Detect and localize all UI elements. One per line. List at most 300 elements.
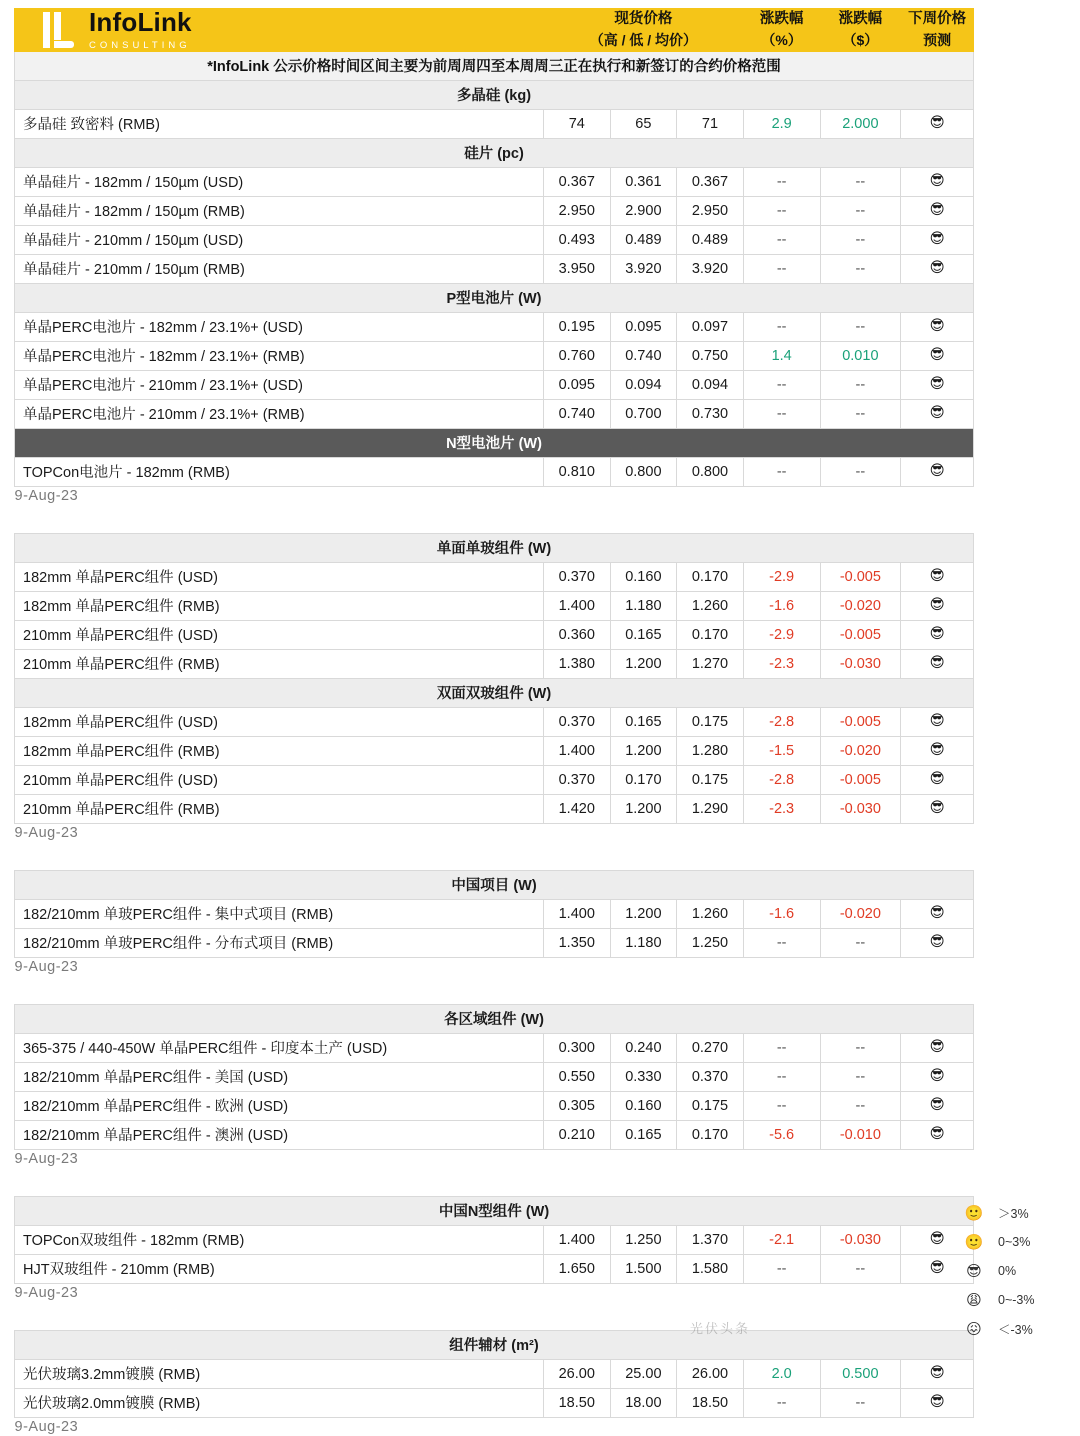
change-percent: -2.9 — [743, 562, 820, 591]
table-row — [15, 794, 974, 823]
change-value: -0.010 — [820, 1120, 901, 1149]
change-value: 0.010 — [820, 341, 901, 370]
section-title: 硅片 (pc) — [15, 138, 974, 167]
price-avg: 0.094 — [677, 370, 744, 399]
price-avg: 0.170 — [677, 562, 744, 591]
table-row — [15, 1062, 974, 1091]
price-high: 1.400 — [543, 899, 610, 928]
price-high: 1.380 — [543, 649, 610, 678]
date-stamp: 9-Aug-23 — [14, 1150, 79, 1167]
change-value: -- — [820, 196, 901, 225]
price-avg: 0.175 — [677, 707, 744, 736]
row-label: 单晶硅片 - 182mm / 150µm (USD) — [15, 167, 544, 196]
forecast-face-icon: 😎 — [901, 1225, 974, 1254]
section-title: 多晶硅 (kg) — [15, 80, 974, 109]
price-avg: 1.370 — [677, 1225, 744, 1254]
price-high: 0.195 — [543, 312, 610, 341]
row-label: 365-375 / 440-450W 单晶PERC组件 - 印度本土产 (USD) — [15, 1033, 544, 1062]
row-label: 多晶硅 致密料 (RMB) — [15, 109, 544, 138]
table-row — [15, 899, 974, 928]
forecast-face-icon: 😎 — [901, 225, 974, 254]
change-percent: -- — [743, 457, 820, 486]
section-header-row — [15, 870, 974, 899]
spacer-row — [15, 505, 974, 534]
price-avg: 1.260 — [677, 591, 744, 620]
price-avg: 71 — [677, 109, 744, 138]
price-low: 0.165 — [610, 707, 677, 736]
forecast-face-icon: 😎 — [901, 707, 974, 736]
change-percent: -1.6 — [743, 591, 820, 620]
row-label: 单晶硅片 - 210mm / 150µm (RMB) — [15, 254, 544, 283]
change-percent: -1.5 — [743, 736, 820, 765]
price-avg: 0.800 — [677, 457, 744, 486]
spacer — [15, 842, 974, 871]
price-avg: 26.00 — [677, 1359, 744, 1388]
price-avg: 1.290 — [677, 794, 744, 823]
change-percent: -- — [743, 312, 820, 341]
price-low: 18.00 — [610, 1388, 677, 1417]
forecast-face-icon: 😎 — [901, 341, 974, 370]
spacer — [15, 505, 974, 534]
header-spot-price-line1: 现货价格 — [614, 11, 673, 28]
change-percent: 2.9 — [743, 109, 820, 138]
change-value: 0.500 — [820, 1359, 901, 1388]
change-value: -- — [820, 370, 901, 399]
price-avg: 18.50 — [677, 1388, 744, 1417]
price-low: 1.200 — [610, 736, 677, 765]
price-low: 0.330 — [610, 1062, 677, 1091]
price-high: 0.300 — [543, 1033, 610, 1062]
date-stamp-row — [15, 823, 974, 842]
row-label: TOPCon双玻组件 - 182mm (RMB) — [15, 1225, 544, 1254]
change-percent: -- — [743, 225, 820, 254]
price-low: 1.200 — [610, 794, 677, 823]
price-low: 0.165 — [610, 1120, 677, 1149]
change-value: -- — [820, 312, 901, 341]
forecast-face-icon: 😎 — [901, 620, 974, 649]
legend-face-icon: 😩 — [966, 1291, 982, 1309]
table-row — [15, 225, 974, 254]
price-low: 0.165 — [610, 620, 677, 649]
price-high: 1.400 — [543, 1225, 610, 1254]
brand-subtitle: CONSULTING — [89, 40, 191, 51]
header-forecast-line1: 下周价格 — [908, 11, 967, 28]
price-low: 0.361 — [610, 167, 677, 196]
price-avg: 3.920 — [677, 254, 744, 283]
table-row — [15, 1254, 974, 1283]
row-label: 182/210mm 单晶PERC组件 - 欧洲 (USD) — [15, 1091, 544, 1120]
table-row — [15, 1225, 974, 1254]
change-value: -0.005 — [820, 562, 901, 591]
header-change-pct — [743, 9, 820, 52]
forecast-face-icon: 😎 — [901, 591, 974, 620]
price-high: 0.760 — [543, 341, 610, 370]
forecast-face-icon: 😎 — [901, 765, 974, 794]
row-label: 光伏玻璃2.0mm镀膜 (RMB) — [15, 1388, 544, 1417]
section-header-row — [15, 1196, 974, 1225]
price-avg: 1.260 — [677, 899, 744, 928]
change-value: -- — [820, 1091, 901, 1120]
section-title: P型电池片 (W) — [15, 283, 974, 312]
header-spot-price — [543, 9, 743, 52]
change-value: -- — [820, 928, 901, 957]
price-high: 0.493 — [543, 225, 610, 254]
change-percent: -2.9 — [743, 620, 820, 649]
header-change-pct-line1: 涨跌幅 — [759, 11, 804, 28]
price-low: 1.250 — [610, 1225, 677, 1254]
row-label: 182mm 单晶PERC组件 (RMB) — [15, 591, 544, 620]
price-low: 1.200 — [610, 649, 677, 678]
price-high: 1.650 — [543, 1254, 610, 1283]
price-avg: 1.580 — [677, 1254, 744, 1283]
forecast-face-icon: 😎 — [901, 1062, 974, 1091]
row-label: 210mm 单晶PERC组件 (RMB) — [15, 794, 544, 823]
header-change-usd — [820, 9, 901, 52]
price-low: 0.160 — [610, 562, 677, 591]
date-stamp-row — [15, 486, 974, 505]
price-high: 0.370 — [543, 707, 610, 736]
table-row — [15, 928, 974, 957]
header-change-usd-line1: 涨跌幅 — [838, 11, 883, 28]
section-header-row — [15, 80, 974, 109]
brand-logo-cell — [15, 9, 544, 52]
section-title: 各区域组件 (W) — [15, 1004, 974, 1033]
price-avg: 0.170 — [677, 620, 744, 649]
price-high: 0.370 — [543, 562, 610, 591]
change-value: -0.030 — [820, 1225, 901, 1254]
change-percent: -- — [743, 370, 820, 399]
date-stamp: 9-Aug-23 — [14, 1284, 79, 1301]
price-avg: 1.280 — [677, 736, 744, 765]
forecast-face-icon: 😎 — [901, 649, 974, 678]
spacer — [15, 1168, 974, 1197]
section-header-row — [15, 1004, 974, 1033]
section-header-row — [15, 428, 974, 457]
table-row — [15, 1091, 974, 1120]
legend-face-icon: 😖 — [966, 1320, 982, 1338]
legend-label: ＞3% — [998, 1206, 1029, 1221]
price-high: 18.50 — [543, 1388, 610, 1417]
section-title: 单面单玻组件 (W) — [15, 533, 974, 562]
row-label: 210mm 单晶PERC组件 (USD) — [15, 765, 544, 794]
price-avg: 1.250 — [677, 928, 744, 957]
price-low: 0.170 — [610, 765, 677, 794]
price-high: 3.950 — [543, 254, 610, 283]
change-value: -0.005 — [820, 620, 901, 649]
row-label: 单晶PERC电池片 - 210mm / 23.1%+ (USD) — [15, 370, 544, 399]
change-percent: -2.3 — [743, 794, 820, 823]
change-value: -0.030 — [820, 649, 901, 678]
change-percent: -- — [743, 1388, 820, 1417]
price-avg: 0.270 — [677, 1033, 744, 1062]
row-label: 182/210mm 单玻PERC组件 - 分布式项目 (RMB) — [15, 928, 544, 957]
price-low: 0.240 — [610, 1033, 677, 1062]
forecast-face-icon: 😎 — [901, 1091, 974, 1120]
forecast-face-icon: 😎 — [901, 1120, 974, 1149]
row-label: 182mm 单晶PERC组件 (USD) — [15, 562, 544, 591]
forecast-face-icon: 😎 — [901, 196, 974, 225]
forecast-face-icon: 😎 — [901, 1388, 974, 1417]
legend-row — [964, 1285, 1072, 1314]
note-row — [15, 51, 974, 80]
change-value: -- — [820, 1254, 901, 1283]
price-low: 1.500 — [610, 1254, 677, 1283]
date-stamp-row — [15, 957, 974, 976]
spacer — [15, 976, 974, 1005]
date-stamp-row — [15, 1283, 974, 1302]
forecast-face-icon: 😎 — [901, 736, 974, 765]
forecast-face-icon: 😎 — [901, 370, 974, 399]
table-row — [15, 167, 974, 196]
price-high: 0.360 — [543, 620, 610, 649]
price-low: 0.800 — [610, 457, 677, 486]
change-percent: -1.6 — [743, 899, 820, 928]
table-row — [15, 1388, 974, 1417]
price-avg: 0.370 — [677, 1062, 744, 1091]
disclaimer-note: *InfoLink 公示价格时间区间主要为前周周四至本周周三正在执行和新签订的合约价格范围 — [15, 51, 974, 80]
change-value: -0.020 — [820, 899, 901, 928]
infolink-logo-icon — [41, 10, 79, 50]
change-percent: -- — [743, 1062, 820, 1091]
section-header-row — [15, 533, 974, 562]
price-low: 0.160 — [610, 1091, 677, 1120]
section-title: 中国N型组件 (W) — [15, 1196, 974, 1225]
date-stamp: 9-Aug-23 — [14, 958, 79, 975]
change-value: -- — [820, 225, 901, 254]
price-low: 0.095 — [610, 312, 677, 341]
change-percent: -- — [743, 196, 820, 225]
legend — [964, 1198, 1072, 1343]
table-row — [15, 649, 974, 678]
price-avg: 0.750 — [677, 341, 744, 370]
change-percent: -- — [743, 928, 820, 957]
price-low: 1.180 — [610, 928, 677, 957]
section-header-row — [15, 138, 974, 167]
forecast-face-icon: 😎 — [901, 457, 974, 486]
legend-row — [964, 1198, 1072, 1227]
table-row — [15, 620, 974, 649]
table-row — [15, 591, 974, 620]
change-percent: -- — [743, 1091, 820, 1120]
date-stamp-row — [15, 1149, 974, 1168]
row-label: 182/210mm 单晶PERC组件 - 美国 (USD) — [15, 1062, 544, 1091]
change-value: -- — [820, 399, 901, 428]
section-header-row — [15, 678, 974, 707]
row-label: 182mm 单晶PERC组件 (USD) — [15, 707, 544, 736]
forecast-face-icon: 😎 — [901, 167, 974, 196]
change-value: -0.020 — [820, 736, 901, 765]
change-percent: -- — [743, 167, 820, 196]
section-title: 组件辅材 (m²) — [15, 1330, 974, 1359]
row-label: 光伏玻璃3.2mm镀膜 (RMB) — [15, 1359, 544, 1388]
date-stamp-row — [15, 1417, 974, 1436]
price-low: 0.094 — [610, 370, 677, 399]
infolink-price-table — [14, 8, 974, 1436]
header-change-usd-line2: （$） — [842, 32, 879, 49]
price-low: 1.200 — [610, 899, 677, 928]
change-percent: -2.8 — [743, 707, 820, 736]
price-avg: 0.367 — [677, 167, 744, 196]
header-forecast-line2: 预测 — [923, 32, 952, 49]
table-row — [15, 312, 974, 341]
change-percent: -2.8 — [743, 765, 820, 794]
price-low: 1.180 — [610, 591, 677, 620]
price-high: 74 — [543, 109, 610, 138]
change-percent: 2.0 — [743, 1359, 820, 1388]
change-percent: -2.3 — [743, 649, 820, 678]
brand-name: InfoLink — [89, 7, 192, 37]
price-high: 1.400 — [543, 736, 610, 765]
change-value: 2.000 — [820, 109, 901, 138]
row-label: 单晶PERC电池片 - 182mm / 23.1%+ (RMB) — [15, 341, 544, 370]
table-row — [15, 341, 974, 370]
price-high: 1.400 — [543, 591, 610, 620]
row-label: 182/210mm 单玻PERC组件 - 集中式项目 (RMB) — [15, 899, 544, 928]
price-high: 0.210 — [543, 1120, 610, 1149]
table-row — [15, 370, 974, 399]
forecast-face-icon: 😎 — [901, 312, 974, 341]
table-header-row — [15, 9, 974, 52]
header-spot-price-line2: （高 / 低 / 均价） — [589, 32, 698, 49]
forecast-face-icon: 😎 — [901, 109, 974, 138]
legend-face-icon: 🙂 — [964, 1204, 984, 1222]
price-high: 0.370 — [543, 765, 610, 794]
legend-label: ＜-3% — [998, 1322, 1033, 1337]
change-value: -0.005 — [820, 707, 901, 736]
spacer-row — [15, 842, 974, 871]
table-row — [15, 765, 974, 794]
change-value: -- — [820, 1388, 901, 1417]
section-header-row — [15, 283, 974, 312]
legend-row — [964, 1256, 1072, 1285]
change-value: -0.020 — [820, 591, 901, 620]
legend-face-icon: 🙂 — [964, 1233, 984, 1251]
row-label: 182/210mm 单晶PERC组件 - 澳洲 (USD) — [15, 1120, 544, 1149]
date-stamp: 9-Aug-23 — [14, 487, 79, 504]
price-avg: 1.270 — [677, 649, 744, 678]
price-low: 0.700 — [610, 399, 677, 428]
price-avg: 0.097 — [677, 312, 744, 341]
change-percent: -- — [743, 254, 820, 283]
forecast-face-icon: 😎 — [901, 562, 974, 591]
change-value: -- — [820, 1033, 901, 1062]
row-label: 单晶PERC电池片 - 210mm / 23.1%+ (RMB) — [15, 399, 544, 428]
price-avg: 0.730 — [677, 399, 744, 428]
table-row — [15, 457, 974, 486]
price-high: 1.420 — [543, 794, 610, 823]
spacer-row — [15, 1168, 974, 1197]
section-title: N型电池片 (W) — [15, 428, 974, 457]
price-low: 25.00 — [610, 1359, 677, 1388]
forecast-face-icon: 😎 — [901, 1033, 974, 1062]
change-value: -0.005 — [820, 765, 901, 794]
price-high: 0.810 — [543, 457, 610, 486]
section-header-row — [15, 1330, 974, 1359]
price-avg: 2.950 — [677, 196, 744, 225]
price-high: 0.367 — [543, 167, 610, 196]
table-row — [15, 109, 974, 138]
table-row — [15, 1033, 974, 1062]
price-low: 0.489 — [610, 225, 677, 254]
table-row — [15, 1359, 974, 1388]
price-high: 0.305 — [543, 1091, 610, 1120]
price-avg: 0.175 — [677, 765, 744, 794]
spacer — [15, 1302, 974, 1331]
price-avg: 0.170 — [677, 1120, 744, 1149]
legend-face-icon: 😎 — [966, 1262, 982, 1280]
price-high: 0.095 — [543, 370, 610, 399]
forecast-face-icon: 😎 — [901, 254, 974, 283]
forecast-face-icon: 😎 — [901, 1254, 974, 1283]
header-change-pct-line2: （%） — [761, 32, 802, 49]
row-label: 单晶PERC电池片 - 182mm / 23.1%+ (USD) — [15, 312, 544, 341]
spacer-row — [15, 976, 974, 1005]
table-row — [15, 736, 974, 765]
change-value: -- — [820, 1062, 901, 1091]
price-avg: 0.489 — [677, 225, 744, 254]
price-high: 0.550 — [543, 1062, 610, 1091]
forecast-face-icon: 😎 — [901, 399, 974, 428]
change-percent: -- — [743, 399, 820, 428]
forecast-face-icon: 😎 — [901, 794, 974, 823]
price-high: 0.740 — [543, 399, 610, 428]
legend-row — [964, 1314, 1072, 1343]
price-low: 3.920 — [610, 254, 677, 283]
row-label: 210mm 单晶PERC组件 (RMB) — [15, 649, 544, 678]
legend-row — [964, 1227, 1072, 1256]
forecast-face-icon: 😎 — [901, 928, 974, 957]
row-label: HJT双玻组件 - 210mm (RMB) — [15, 1254, 544, 1283]
forecast-face-icon: 😎 — [901, 899, 974, 928]
change-value: -- — [820, 457, 901, 486]
table-row — [15, 707, 974, 736]
row-label: 182mm 单晶PERC组件 (RMB) — [15, 736, 544, 765]
table-row — [15, 254, 974, 283]
table-row — [15, 399, 974, 428]
change-value: -- — [820, 167, 901, 196]
change-percent: -- — [743, 1254, 820, 1283]
legend-label: 0~-3% — [998, 1292, 1035, 1307]
price-high: 2.950 — [543, 196, 610, 225]
legend-label: 0~3% — [998, 1234, 1031, 1249]
price-low: 2.900 — [610, 196, 677, 225]
price-high: 1.350 — [543, 928, 610, 957]
table-row — [15, 562, 974, 591]
change-value: -0.030 — [820, 794, 901, 823]
row-label: 单晶硅片 - 210mm / 150µm (USD) — [15, 225, 544, 254]
price-low: 65 — [610, 109, 677, 138]
header-forecast — [901, 9, 974, 52]
section-title: 中国项目 (W) — [15, 870, 974, 899]
change-percent: 1.4 — [743, 341, 820, 370]
watermark: 光伏头条 — [690, 1321, 751, 1336]
row-label: 单晶硅片 - 182mm / 150µm (RMB) — [15, 196, 544, 225]
change-percent: -5.6 — [743, 1120, 820, 1149]
date-stamp: 9-Aug-23 — [14, 824, 79, 841]
price-low: 0.740 — [610, 341, 677, 370]
price-high: 26.00 — [543, 1359, 610, 1388]
row-label: TOPCon电池片 - 182mm (RMB) — [15, 457, 544, 486]
legend-label: 0% — [998, 1263, 1017, 1278]
spacer-row — [15, 1302, 974, 1331]
forecast-face-icon: 😎 — [901, 1359, 974, 1388]
change-percent: -- — [743, 1033, 820, 1062]
section-title: 双面双玻组件 (W) — [15, 678, 974, 707]
row-label: 210mm 单晶PERC组件 (USD) — [15, 620, 544, 649]
date-stamp: 9-Aug-23 — [14, 1418, 79, 1435]
change-value: -- — [820, 254, 901, 283]
price-avg: 0.175 — [677, 1091, 744, 1120]
